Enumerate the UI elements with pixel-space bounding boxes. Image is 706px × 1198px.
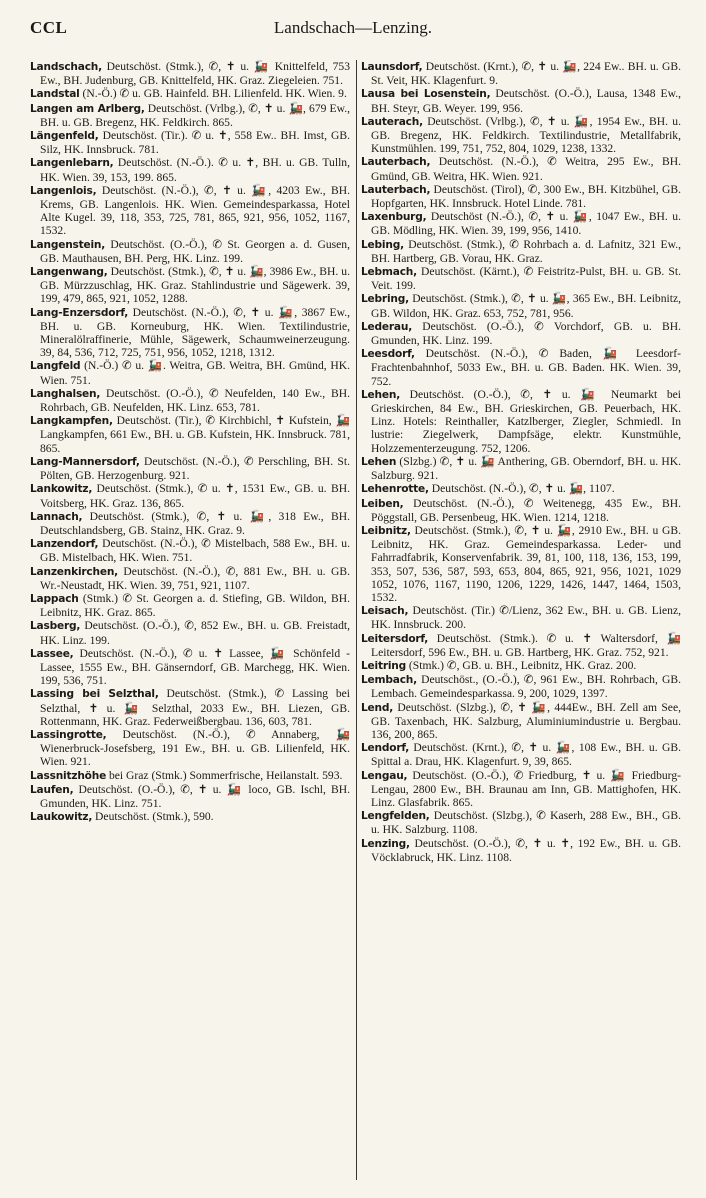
entry-text: Deutschöst. (Slzbg.), ✆, ✝ 🚂, 444Ew., BH. Zell am See, GB. Taxenbach, HK. Salzburg, Aluminiumindustrie u. Bergbau. 136, 200, 865. [371, 700, 681, 741]
directory-entry [30, 510, 350, 537]
entry-text: Deutschöst. (Tir.) ✆/Lienz, 362 Ew., BH. u. GB. Lienz, HK. Innsbruck. 200. [371, 604, 681, 632]
entry-keyword: Lengau, [361, 769, 408, 782]
entry-keyword: Lauterbach, [361, 156, 431, 169]
directory-entry [30, 619, 350, 646]
directory-entry [30, 238, 350, 265]
entry-keyword: Lebmach, [361, 266, 417, 279]
entry-keyword: Leisach, [361, 605, 409, 618]
entry-keyword: Lederau, [361, 320, 413, 333]
directory-entry [361, 238, 681, 265]
entry-keyword: Leiben, [361, 497, 404, 510]
running-head: Landschach—Lenzing. [273, 18, 433, 37]
directory-entry [361, 659, 681, 673]
entry-keyword: Langenstein, [30, 238, 106, 251]
entry-keyword: Leitersdorf, [361, 632, 429, 645]
entry-text: Deutschöst. (N.-Ö.), ✆ u. ✝ Lassee, 🚂 Schönfeld - Lassee, 1555 Ew., BH. Gänserndorf, GB. Marchegg, HK. Wien. 199, 536, 751. [40, 646, 350, 688]
directory-entry [361, 497, 681, 524]
entry-keyword: Landstal [30, 88, 80, 101]
entry-text: (Stmk.) ✆ St. Georgen a. d. Stiefing, GB. Wildon, BH. Leibnitz, HK. Graz. 865. [40, 591, 350, 620]
entry-keyword: Lehenrotte, [361, 483, 429, 496]
directory-entry [30, 455, 350, 482]
entry-keyword: Lanzendorf, [30, 538, 99, 551]
entry-text: Deutschöst. (O.-Ö.), ✆ Neufelden, 140 Ew., BH. Rohrbach, GB. Neufelden, HK. Linz. 653, 781. [40, 386, 350, 415]
entry-text: Deutschöst. (N.-Ö.), ✆ Annaberg, 🚂 Wienerbruck-Josefsberg, 191 Ew., BH. u. GB. Lilienfeld, HK. Wien. 921. [40, 727, 350, 769]
entry-keyword: Lassee, [30, 647, 74, 660]
entry-keyword: Lappach [30, 592, 79, 605]
entry-text: Deutschöst. (Slzbg.), ✆ Kaserh, 288 Ew., BH., GB. u. HK. Salzburg. 1108. [371, 809, 681, 837]
left-column [30, 60, 350, 1182]
entry-text: Deutschöst. (N.-Ö.). ✆ u. ✝, BH. u. GB. Tulln, HK. Wien. 39, 153, 199. 865. [40, 156, 350, 184]
entry-text: Deutschöst. (Stmk.), ✆ Lassing bei Selzthal, ✝ u. 🚂 Selzthal, 2033 Ew., BH. Liezen, GB. Rottenmann, HK. Graz. Federweißbergbau. 136, 603, 781. [40, 687, 350, 728]
directory-entry [30, 647, 350, 688]
directory-entry [361, 701, 681, 742]
directory-entry [30, 156, 350, 183]
directory-entry [361, 87, 681, 114]
directory-entry [30, 387, 350, 414]
entry-text: bei Graz (Stmk.) Sommerfrische, Heilanstalt. 593. [106, 768, 343, 782]
entry-text: Deutschöst. (N.-Ö.), ✆ Weitra, 295 Ew., BH. Gmünd, GB. Weitra, HK. Wien. 921. [371, 155, 681, 183]
entry-keyword: Lend, [361, 701, 394, 714]
directory-entry [361, 482, 681, 496]
entry-text: (Slzbg.) ✆, ✝ u. 🚂 Anthering, GB. Oberndorf, BH. u. HK. Salzburg. 921. [371, 454, 681, 483]
directory-entry [30, 810, 350, 824]
directory-entry [361, 673, 681, 700]
entry-text: Deutschöst. (Tir.). ✆ u. ✝, 558 Ew.. BH. Imst, GB. Silz, HK. Innsbruck. 781. [40, 129, 350, 157]
entry-text: Deutschöst. (Stmk.), ✆, ✝ u. 🚂, 2910 Ew., BH. u GB. Leibnitz, HK. Graz. Gemeindesparkassa. Leder- und Fahrradfabrik, Konservenfabrik. 39, 81, 100, 118, 136, 153, 199, 353, 507, 536, 587, 593, 653, 804, 865, 921, 956, 1021, 1029 1052, 1076, 1167, 1190, 1206, 1229, 1426, 1447, 1464, 1503, 1532. [371, 523, 681, 604]
entry-keyword: Laxenburg, [361, 211, 427, 224]
directory-entry [30, 482, 350, 509]
directory-entry [30, 129, 350, 156]
directory-entry [361, 183, 681, 210]
entry-text: Deutschöst. (Stmk.), 590. [92, 810, 214, 824]
entry-text: Deutschöst. (O.-Ö.), ✆, ✝ u. 🚂 Neumarkt bei Grieskirchen, 84 Ew., BH. Grieskirchen, GB. Peuerbach, HK. Linz. Hotels: Reinthaller, Katzlberger, Ziegler, Schmiedl. In lustrie: Ziegelwerk, Dampfsäge, elektr. Kunstmühle, Holzzementerzeugung. 752, 1206. [371, 387, 681, 455]
entry-text: Deutschöst (N.-Ö.), ✆, ✝ u. 🚂, 1047 Ew., BH. u. GB. Mödling, HK. Wien. 39, 199, 956, 1410. [371, 210, 681, 238]
directory-entry [361, 524, 681, 604]
right-column [361, 60, 681, 1182]
entry-text: (Stmk.) ✆, GB. u. BH., Leibnitz, HK. Graz. 200. [406, 658, 637, 672]
entry-text: Deutschöst. (Stmk.), ✆, ✝ u. 🚂, 3986 Ew., BH. u. GB. Mürzzuschlag, HK. Graz. Stahlindustrie und Sägewerk. 39, 199, 479, 865, 921, 1052, 1288. [40, 265, 350, 306]
entry-keyword: Lannach, [30, 510, 83, 523]
entry-text: Deutschöst. (Tir.), ✆ Kirchbichl, ✝ Kufstein, 🚂 Langkampfen, 661 Ew., BH. u. GB. Kufstein, HK. Innsbruck. 781, 865. [40, 414, 350, 455]
entry-keyword: Lanzenkirchen, [30, 565, 119, 578]
directory-entry [30, 769, 350, 783]
entry-keyword: Leibnitz, [361, 524, 411, 537]
entry-keyword: Lehen [361, 455, 397, 468]
entry-keyword: Laufen, [30, 783, 74, 796]
entry-text: Deutschöst. (N.-Ö.), ✆ Perschling, BH. St. Pölten, GB. Herzogenburg. 921. [40, 454, 350, 483]
directory-entry [30, 414, 350, 455]
entry-text: Deutschöst. (Krnt.), ✆, ✝ u. 🚂, 224 Ew.. BH. u. GB. St. Veit, HK. Klagenfurt. 9. [371, 60, 681, 88]
entry-text: Deutschöst. (Stmk.), ✆, ✝ u. 🚂 Knittelfeld, 753 Ew., BH. Judenburg, GB. Knittelfeld, HK. Graz. Ziegeleien. 751. [40, 60, 350, 88]
directory-entry [361, 769, 681, 810]
entry-text: Deutschöst. (Stmk.), ✆ u. ✝, 1531 Ew., GB. u. BH. Voitsberg, HK. Graz. 136, 865. [40, 482, 350, 510]
entry-text: Deutschöst. (O.-Ö.), ✆ St. Georgen a. d. Gusen, GB. Mauthausen, BH. Perg, HK. Linz. 199. [40, 237, 350, 265]
entry-text: Deutschöst. (O.-Ö.), Lausa, 1348 Ew., BH. Steyr, GB. Weyer. 199, 956. [371, 87, 681, 115]
directory-entry [30, 592, 350, 619]
entry-keyword: Laukowitz, [30, 811, 93, 824]
directory-entry [361, 632, 681, 659]
entry-keyword: Lankowitz, [30, 483, 93, 496]
entry-keyword: Lauterbach, [361, 183, 431, 196]
entry-keyword: Lebring, [361, 293, 409, 306]
directory-entry [361, 115, 681, 156]
entry-text: Deutschöst. (Vrlbg.), ✆, ✝ u. 🚂, 1954 Ew., BH. u. GB. Bregenz, HK. Feldkirch. Textilindustrie, Metallfabrik, Kunstmühlen. 199, 751, 752, 804, 1029, 1238, 1332. [371, 114, 681, 156]
entry-keyword: Langenlois, [30, 184, 97, 197]
entry-keyword: Leitring [361, 659, 407, 672]
entry-text: Deutschöst. (N.-Ö.), ✆, 881 Ew., BH. u. GB. Wr.-Neustadt, HK. Wien. 39, 751, 921, 1107. [40, 564, 350, 592]
directory-entry [30, 265, 350, 306]
entry-text: Deutschöst. (N.-Ö.), ✆ Baden, 🚂 Leesdorf-Frachtenbahnhof, 5033 Ew., BH. u. GB. Baden. HK. Wien. 39, 752. [371, 347, 681, 388]
directory-entry [361, 388, 681, 455]
entry-keyword: Lenzing, [361, 837, 410, 850]
entry-keyword: Langenwang, [30, 266, 108, 279]
entry-keyword: Langfeld [30, 360, 81, 373]
entry-keyword: Lassingrotte, [30, 728, 107, 741]
entry-keyword: Langenlebarn, [30, 157, 114, 170]
directory-entry [361, 320, 681, 347]
directory-entry [30, 184, 350, 238]
directory-entry [361, 210, 681, 237]
directory-entry [361, 265, 681, 292]
entry-text: Deutschöst. (O.-Ö.), ✆, 852 Ew., BH. u. GB. Freistadt, HK. Linz. 199. [40, 619, 350, 647]
entry-text: Deutschöst. (N.-Ö.), ✆ Weitenegg, 435 Ew., BH. Pöggstall, GB. Persenbeug, HK. Wien. 1214, 1218. [371, 496, 681, 524]
directory-entry [30, 565, 350, 592]
entry-keyword: Lendorf, [361, 742, 410, 755]
entry-keyword: Lembach, [361, 674, 417, 687]
directory-entry [30, 728, 350, 769]
directory-entry [361, 455, 681, 482]
entry-keyword: Lauterach, [361, 115, 423, 128]
entry-keyword: Längenfeld, [30, 130, 99, 143]
directory-entry [361, 741, 681, 768]
entry-keyword: Langhalsen, [30, 387, 101, 400]
directory-entry [30, 687, 350, 728]
entry-keyword: Landschach, [30, 61, 102, 73]
entry-text: Deutschöst., (O.-Ö.), ✆, 961 Ew., BH. Rohrbach, GB. Lembach. Gemeindesparkassa. 9, 200, 1029, 1397. [371, 673, 681, 701]
directory-entry [30, 783, 350, 810]
entry-keyword: Langkampfen, [30, 415, 113, 428]
entry-keyword: Launsdorf, [361, 61, 423, 73]
entry-text: Deutschöst. (N.-Ö.), ✆, ✝ u. 🚂, 3867 Ew., BH. u. GB. Korneuburg, HK. Wien. Textilindustrie, Mineralölraffinerie, Mühle, Sägewerk, Schaumweinerzeugung. 39, 84, 536, 712, 725, 751, 956, 1052, 1218, 1312. [40, 305, 350, 360]
entry-text: Deutschöst. (N.-Ö.), ✆ Mistelbach, 588 Ew., BH. u. GB. Mistelbach, HK. Wien. 751. [40, 537, 350, 565]
directory-entry [361, 837, 681, 864]
entry-keyword: Lengfelden, [361, 810, 430, 823]
entry-keyword: Lebing, [361, 238, 404, 251]
entry-text: (N.-Ö.) ✆ u. 🚂. Weitra, GB. Weitra, BH. Gmünd, HK. Wien. 751. [40, 359, 350, 387]
directory-entry [361, 155, 681, 182]
entry-keyword: Langen am Arlberg, [30, 102, 145, 115]
entry-text: Deutschöst. (Vrlbg.), ✆, ✝ u. 🚂, 679 Ew., BH. u. GB. Bregenz, HK. Feldkirch. 865. [40, 101, 350, 129]
entry-keyword: Lehen, [361, 388, 401, 401]
entry-keyword: Leesdorf, [361, 348, 415, 361]
directory-entry [30, 306, 350, 360]
page-header [30, 18, 676, 44]
directory-entry [30, 537, 350, 564]
directory-entry [361, 809, 681, 836]
directory-entry [361, 604, 681, 631]
entry-text: Deutschöst. (Krnt.), ✆, ✝ u. 🚂, 108 Ew., BH. u. GB. Spittal a. Drau, HK. Klagenfurt. 9, 39, 865. [371, 741, 681, 769]
entry-text: (N.-Ö.) ✆ u. GB. Hainfeld. BH. Lilienfeld. HK. Wien. 9. [79, 87, 347, 101]
directory-columns [30, 60, 681, 1182]
entry-text: Deutschöst. (O.-Ö.), ✆, ✝ u. ✝, 192 Ew., BH. u. GB. Vöcklabruck, HK. Linz. 1108. [371, 836, 681, 864]
directory-entry [361, 292, 681, 319]
entry-text: Deutschöst. (Stmk.), ✆, ✝ u. 🚂, 318 Ew., BH. Deutschlandsberg, GB. Stainz, HK. Graz. 9. [40, 509, 350, 537]
entry-keyword: Lassing bei Selzthal, [30, 688, 159, 701]
entry-text: Deutschöst. (N.-Ö.), ✆, ✝ u. 🚂, 4203 Ew., BH. Krems, GB. Langenlois. HK. Wien. Gemeindesparkassa, Hotel Alte Kugel. 39, 118, 353, 725, 781, 865, 921, 956, 1052, 1167, 1532. [40, 183, 350, 238]
directory-entry [30, 60, 350, 87]
entry-text: Deutschöst. (O.-Ö.), ✆ Vorchdorf, GB. u. BH. Gmunden, HK. Linz. 199. [371, 319, 681, 348]
directory-entry [30, 87, 350, 101]
entry-text: Deutschöst. (Tirol), ✆, 300 Ew., BH. Kitzbühel, GB. Hopfgarten, HK. Innsbruck. Hotel Linde. 781. [371, 182, 681, 211]
entry-keyword: Lausa bei Losenstein, [361, 88, 491, 101]
entry-keyword: Lang-Enzersdorf, [30, 306, 129, 319]
entry-keyword: Lasberg, [30, 620, 81, 633]
directory-entry [30, 102, 350, 129]
entry-text: Deutschöst. (O.-Ö.), ✆, ✝ u. 🚂 loco, GB. Ischl, BH. Gmunden, HK. Linz. 751. [40, 782, 350, 810]
entry-text: Deutschöst. (O.-Ö.), ✆ Friedburg, ✝ u. 🚂 Friedburg-Lengau, 2800 Ew., BH. Braunau am Inn, GB. Mattighofen, HK. Linz. Glasfabrik. 865. [371, 768, 681, 809]
entry-text: Deutschöst. (Kärnt.), ✆ Feistritz-Pulst, BH. u. GB. St. Veit. 199. [371, 265, 681, 293]
directory-entry [30, 359, 350, 386]
entry-text: Deutschöst. (Stmk.). ✆ u. ✝ Waltersdorf, 🚂 Leitersdorf, 596 Ew., BH. u. GB. Hartberg, HK. Graz. 752, 921. [371, 631, 681, 659]
entry-keyword: Lassnitzhöhe [30, 769, 107, 782]
directory-entry [361, 60, 681, 87]
entry-text: Deutschöst. (Stmk.), ✆, ✝ u. 🚂, 365 Ew., BH. Leibnitz, GB. Wildon, HK. Graz. 653, 752, 781, 956. [371, 292, 681, 320]
entry-text: Deutschöst. (N.-Ö.), ✆, ✝ u. 🚂, 1107. [428, 482, 615, 496]
page-number: CCL [30, 18, 68, 37]
entry-keyword: Lang-Mannersdorf, [30, 455, 140, 468]
directory-entry [361, 347, 681, 388]
entry-text: Deutschöst. (Stmk.), ✆ Rohrbach a. d. Lafnitz, 321 Ew., BH. Hartberg, GB. Vorau, HK. Graz. [371, 237, 681, 265]
